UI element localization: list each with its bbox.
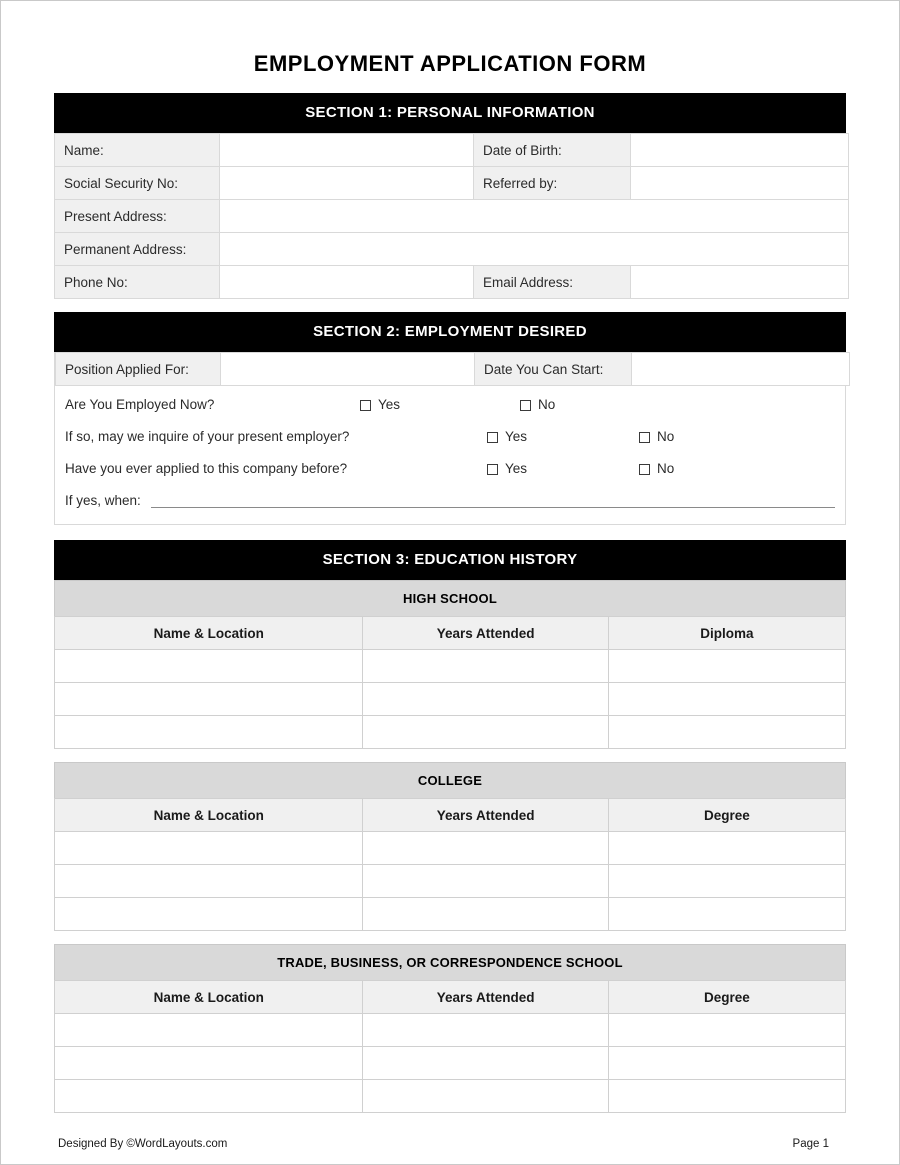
table-cell[interactable] bbox=[363, 683, 608, 716]
applied-before-no-option[interactable] bbox=[639, 453, 674, 485]
position-applied-label: Position Applied For: bbox=[56, 353, 221, 386]
start-date-label: Date You Can Start: bbox=[475, 353, 632, 386]
start-date-input[interactable] bbox=[632, 353, 850, 386]
dob-label: Date of Birth: bbox=[474, 134, 631, 167]
table-row bbox=[55, 233, 849, 266]
col-years-attended: Years Attended bbox=[363, 981, 608, 1014]
employed-now-yes-option[interactable] bbox=[360, 389, 400, 421]
form-title: EMPLOYMENT APPLICATION FORM bbox=[253, 51, 647, 76]
table-cell[interactable] bbox=[363, 865, 608, 898]
question-inquire-employer bbox=[55, 421, 845, 453]
table-row bbox=[55, 832, 846, 865]
table-row bbox=[55, 716, 846, 749]
table-cell[interactable] bbox=[608, 865, 845, 898]
table-cell[interactable] bbox=[55, 683, 363, 716]
col-name-location: Name & Location bbox=[55, 617, 363, 650]
table-row bbox=[55, 683, 846, 716]
personal-information-table bbox=[54, 133, 849, 299]
position-applied-input[interactable] bbox=[221, 353, 475, 386]
col-years-attended: Years Attended bbox=[363, 617, 608, 650]
table-cell[interactable] bbox=[55, 650, 363, 683]
yes-label: Yes bbox=[378, 397, 401, 412]
referred-by-label: Referred by: bbox=[474, 167, 631, 200]
applied-before-yes-option[interactable] bbox=[487, 453, 527, 485]
table-row bbox=[55, 266, 849, 299]
table-cell[interactable] bbox=[608, 716, 845, 749]
no-label: No bbox=[657, 461, 675, 476]
table-header-row bbox=[55, 981, 846, 1014]
table-cell[interactable] bbox=[608, 832, 845, 865]
trade-school-title: TRADE, BUSINESS, OR CORRESPONDENCE SCHOOL bbox=[54, 944, 846, 980]
section2-header-bar: SECTION 2: EMPLOYMENT DESIRED bbox=[54, 312, 846, 352]
referred-by-input[interactable] bbox=[631, 167, 849, 200]
table-cell[interactable] bbox=[55, 898, 363, 931]
section-3-education-history bbox=[54, 540, 846, 749]
permanent-address-label: Permanent Address: bbox=[55, 233, 220, 266]
dob-input[interactable] bbox=[631, 134, 849, 167]
table-cell[interactable] bbox=[55, 716, 363, 749]
question-text: Are You Employed Now? bbox=[65, 397, 215, 412]
phone-label: Phone No: bbox=[55, 266, 220, 299]
employment-desired-body bbox=[54, 352, 846, 525]
col-name-location: Name & Location bbox=[55, 799, 363, 832]
col-degree: Degree bbox=[608, 799, 845, 832]
phone-input[interactable] bbox=[220, 266, 474, 299]
employment-desired-table bbox=[55, 352, 850, 386]
if-yes-when-row bbox=[55, 485, 845, 524]
college-table bbox=[54, 798, 846, 931]
table-row bbox=[55, 134, 849, 167]
trade-school-table-block bbox=[54, 944, 846, 1113]
name-input[interactable] bbox=[220, 134, 474, 167]
table-cell[interactable] bbox=[363, 832, 608, 865]
table-cell[interactable] bbox=[363, 716, 608, 749]
table-row bbox=[55, 200, 849, 233]
footer-page-number: Page 1 bbox=[792, 1138, 829, 1150]
email-input[interactable] bbox=[631, 266, 849, 299]
name-label: Name: bbox=[55, 134, 220, 167]
table-cell[interactable] bbox=[55, 832, 363, 865]
table-row bbox=[55, 1047, 846, 1080]
table-cell[interactable] bbox=[608, 898, 845, 931]
table-cell[interactable] bbox=[608, 683, 845, 716]
question-applied-before bbox=[55, 453, 845, 485]
table-cell[interactable] bbox=[608, 1080, 845, 1113]
table-cell[interactable] bbox=[363, 1014, 608, 1047]
table-cell[interactable] bbox=[608, 650, 845, 683]
inquire-employer-no-option[interactable] bbox=[639, 421, 674, 453]
col-diploma: Diploma bbox=[608, 617, 845, 650]
table-cell[interactable] bbox=[55, 865, 363, 898]
checkbox-icon[interactable] bbox=[520, 400, 531, 411]
college-title: COLLEGE bbox=[54, 762, 846, 798]
yes-label: Yes bbox=[505, 461, 528, 476]
section3-header-bar: SECTION 3: EDUCATION HISTORY bbox=[54, 540, 846, 580]
employed-now-no-option[interactable] bbox=[520, 389, 555, 421]
table-cell[interactable] bbox=[55, 1047, 363, 1080]
college-table-block bbox=[54, 762, 846, 931]
section-1-personal-information bbox=[54, 93, 846, 299]
email-label: Email Address: bbox=[474, 266, 631, 299]
table-header-row bbox=[55, 617, 846, 650]
table-row bbox=[55, 898, 846, 931]
no-label: No bbox=[657, 429, 675, 444]
if-yes-when-label: If yes, when: bbox=[65, 493, 141, 508]
if-yes-when-input-line[interactable] bbox=[151, 489, 835, 508]
high-school-table-block bbox=[54, 580, 846, 749]
table-cell[interactable] bbox=[608, 1014, 845, 1047]
col-years-attended: Years Attended bbox=[363, 799, 608, 832]
table-row bbox=[55, 1014, 846, 1047]
checkbox-icon[interactable] bbox=[487, 432, 498, 443]
table-cell[interactable] bbox=[55, 1080, 363, 1113]
checkbox-icon[interactable] bbox=[639, 432, 650, 443]
table-cell[interactable] bbox=[363, 1047, 608, 1080]
ssn-input[interactable] bbox=[220, 167, 474, 200]
checkbox-icon[interactable] bbox=[360, 400, 371, 411]
table-row bbox=[56, 353, 850, 386]
table-cell[interactable] bbox=[608, 1047, 845, 1080]
table-row bbox=[55, 167, 849, 200]
high-school-title: HIGH SCHOOL bbox=[54, 580, 846, 616]
section-2-employment-desired bbox=[54, 312, 846, 525]
question-employed-now bbox=[55, 389, 845, 421]
table-row bbox=[55, 1080, 846, 1113]
checkbox-icon[interactable] bbox=[639, 464, 650, 475]
yes-label: Yes bbox=[505, 429, 528, 444]
col-name-location: Name & Location bbox=[55, 981, 363, 1014]
question-text: Have you ever applied to this company before? bbox=[65, 461, 348, 476]
present-address-label: Present Address: bbox=[55, 200, 220, 233]
ssn-label: Social Security No: bbox=[55, 167, 220, 200]
checkbox-icon[interactable] bbox=[487, 464, 498, 475]
permanent-address-input[interactable] bbox=[220, 233, 849, 266]
table-header-row bbox=[55, 799, 846, 832]
table-row bbox=[55, 865, 846, 898]
col-degree: Degree bbox=[608, 981, 845, 1014]
section1-header-bar: SECTION 1: PERSONAL INFORMATION bbox=[54, 93, 846, 133]
high-school-table bbox=[54, 616, 846, 749]
table-cell[interactable] bbox=[363, 898, 608, 931]
no-label: No bbox=[538, 397, 556, 412]
table-cell[interactable] bbox=[363, 650, 608, 683]
trade-school-table bbox=[54, 980, 846, 1113]
present-address-input[interactable] bbox=[220, 200, 849, 233]
page-footer bbox=[58, 1138, 829, 1150]
footer-credit: Designed By ©WordLayouts.com bbox=[58, 1138, 228, 1150]
question-text: If so, may we inquire of your present employer? bbox=[65, 429, 350, 444]
table-cell[interactable] bbox=[363, 1080, 608, 1113]
inquire-employer-yes-option[interactable] bbox=[487, 421, 527, 453]
table-cell[interactable] bbox=[55, 1014, 363, 1047]
table-row bbox=[55, 650, 846, 683]
